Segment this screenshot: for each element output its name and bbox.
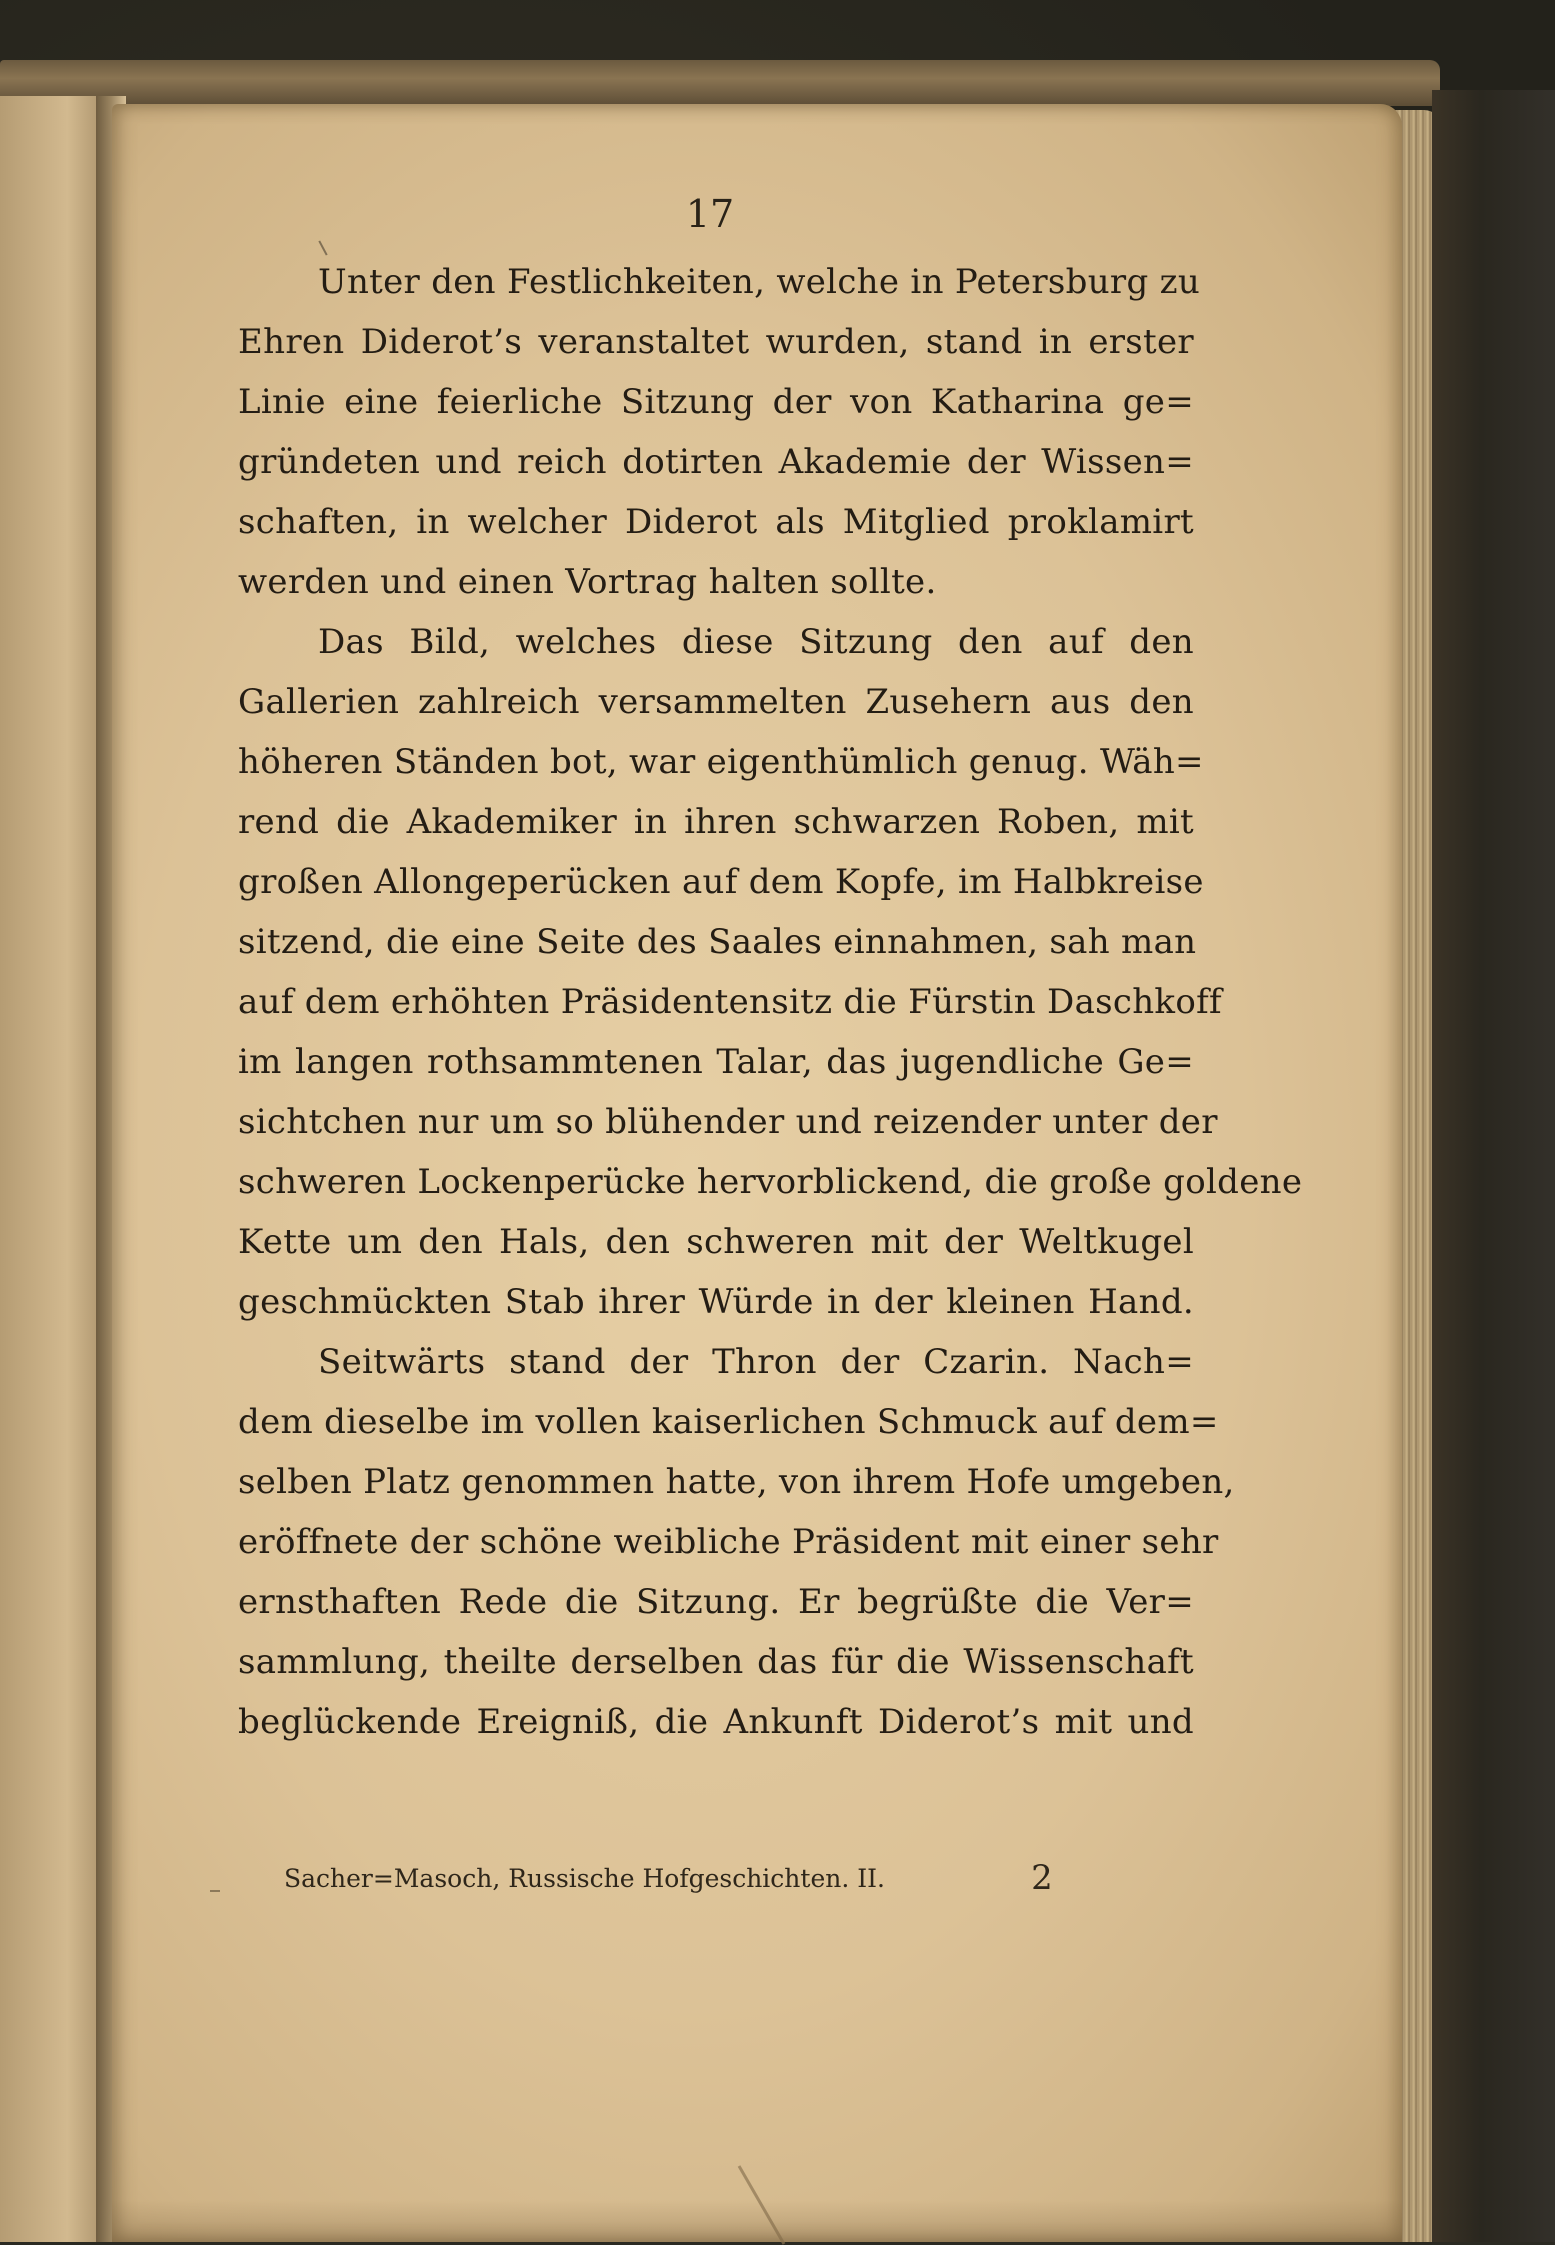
text-line: gründeten und reich dotirten Akademie der Wissen= <box>238 442 1194 482</box>
text-line: Unter den Festlichkeiten, welche in Petersburg zu <box>318 262 1201 302</box>
page-number: 17 <box>685 192 735 236</box>
page-bottom-wear <box>112 2200 1402 2242</box>
text-line: sammlung, theilte derselben das für die Wissenschaft <box>238 1642 1194 1682</box>
body-text <box>238 252 1303 1752</box>
text-line: Kette um den Hals, den schweren mit der Weltkugel <box>238 1222 1194 1262</box>
text-line: geschmückten Stab ihrer Würde in der kleinen Hand. <box>238 1282 1194 1322</box>
book-cover-edge <box>1432 90 1555 2242</box>
text-line: Linie eine feierliche Sitzung der von Katharina ge= <box>238 382 1194 422</box>
text-line: schaften, in welcher Diderot als Mitglied proklamirt <box>238 502 1194 542</box>
text-line: Ehren Diderot’s veranstaltet wurden, stand in erster <box>238 322 1194 362</box>
text-line: sichtchen nur um so blühender und reizender unter der <box>238 1102 1218 1142</box>
text-line: selben Platz genommen hatte, von ihrem Hofe umgeben, <box>238 1462 1235 1502</box>
text-line: Gallerien zahlreich versammelten Zusehern aus den <box>238 682 1194 722</box>
text-line: beglückende Ereigniß, die Ankunft Diderot’s mit und <box>238 1702 1194 1742</box>
signature-mark: 2 <box>1031 1858 1053 1898</box>
margin-tick-mark <box>210 1890 220 1892</box>
text-line: dem dieselbe im vollen kaiserlichen Schmuck auf dem= <box>238 1402 1219 1442</box>
text-line: ernsthaften Rede die Sitzung. Er begrüßte die Ver= <box>238 1582 1194 1622</box>
page-footer: Sacher=Masoch, Russische Hofgeschichten. II. <box>284 1864 885 1893</box>
text-line: schweren Lockenperücke hervorblickend, die große goldene <box>238 1162 1303 1202</box>
text-line: Seitwärts stand der Thron der Czarin. Nach= <box>318 1342 1194 1382</box>
text-line: rend die Akademiker in ihren schwarzen Roben, mit <box>238 802 1194 842</box>
text-line: sitzend, die eine Seite des Saales einnahmen, sah man <box>238 922 1197 962</box>
text-line: eröffnete der schöne weibliche Präsident mit einer sehr <box>238 1522 1219 1562</box>
text-line: werden und einen Vortrag halten sollte. <box>238 562 937 602</box>
text-line: großen Allongeperücken auf dem Kopfe, im Halbkreise <box>238 862 1204 902</box>
text-line: auf dem erhöhten Präsidentensitz die Fürstin Daschkoff <box>238 982 1222 1022</box>
text-line: im langen rothsammtenen Talar, das jugendliche Ge= <box>238 1042 1194 1082</box>
text-line: Das Bild, welches diese Sitzung den auf den <box>318 622 1194 662</box>
text-line: höheren Ständen bot, war eigenthümlich genug. Wäh= <box>238 742 1204 782</box>
book-top-edge <box>0 60 1440 106</box>
